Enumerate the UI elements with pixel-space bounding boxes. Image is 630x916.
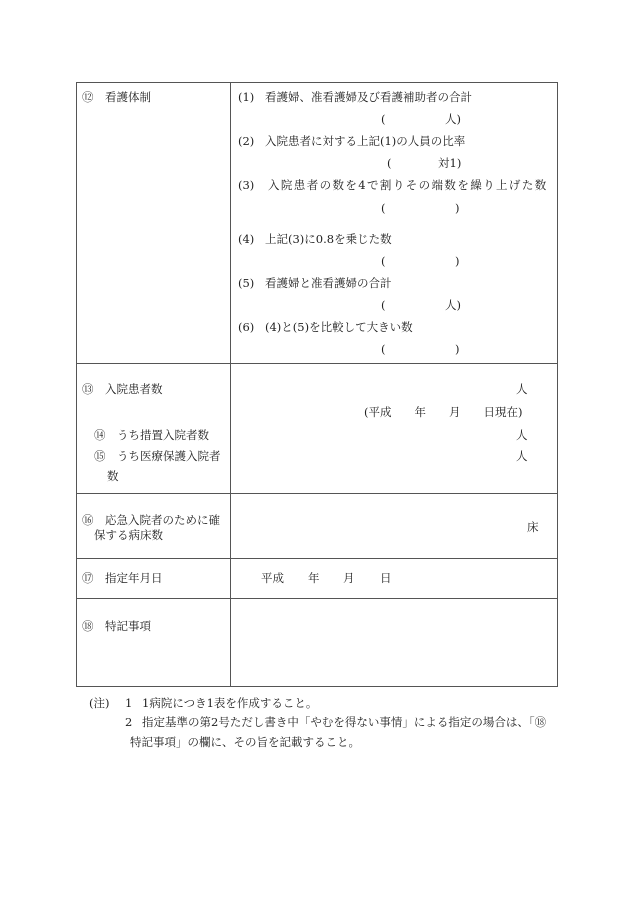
- emergency-beds-unit: 床: [527, 520, 539, 534]
- table-border-right: [557, 82, 558, 687]
- item-6-close-paren: ): [455, 342, 460, 356]
- item-2-text: 入院患者に対する上記(1)の人員の比率: [265, 134, 466, 148]
- designation-date-month: 月: [343, 571, 355, 585]
- item-1-unit: 人): [445, 112, 461, 126]
- item-6-open-paren: (: [381, 342, 386, 356]
- item-1-open-paren: (: [381, 112, 386, 126]
- item-3-text: 入院患者の数を4で割りその端数を繰り上げた数: [268, 178, 548, 192]
- designation-date-day: 日: [380, 571, 392, 585]
- inpatients-as-of-date: (平成 年 月 日現在): [364, 405, 523, 419]
- item-4-number: (4): [238, 232, 255, 246]
- item-3-open-paren: (: [381, 201, 386, 215]
- item-1-number: (1): [238, 90, 255, 104]
- footnote-2-text: 指定基準の第2号ただし書き中「やむを得ない事情」による指定の場合は、「⑱: [142, 715, 547, 729]
- nursing-system-label: ⑫ 看護体制: [82, 90, 151, 104]
- item-5-text: 看護婦と准看護婦の合計: [265, 276, 392, 290]
- footnote-prefix: (注): [89, 696, 110, 710]
- involuntary-admissions-label: ⑭ うち措置入院者数: [94, 428, 209, 442]
- item-6-text: (4)と(5)を比較して大きい数: [265, 320, 413, 334]
- table-border-top: [76, 82, 558, 83]
- item-5-open-paren: (: [381, 298, 386, 312]
- row-divider: [76, 493, 558, 494]
- emergency-beds-label-cont: 保する病床数: [94, 528, 163, 542]
- inpatients-unit: 人: [516, 382, 528, 396]
- item-2-number: (2): [238, 134, 255, 148]
- item-4-open-paren: (: [381, 254, 386, 268]
- row-divider: [76, 558, 558, 559]
- medical-protection-admissions-label-cont: 数: [107, 469, 119, 483]
- item-3-close-paren: ): [455, 201, 460, 215]
- footnote-2-number: 2: [125, 715, 133, 729]
- special-notes-label: ⑱ 特記事項: [82, 619, 151, 633]
- column-divider: [230, 82, 231, 687]
- row-divider: [76, 363, 558, 364]
- item-5-number: (5): [238, 276, 255, 290]
- table-border-left: [76, 82, 77, 687]
- table-border-bottom: [76, 686, 558, 687]
- footnote-1-number: 1: [125, 696, 133, 710]
- medical-protection-admissions-unit: 人: [516, 449, 528, 463]
- designation-date-label: ⑰ 指定年月日: [82, 571, 163, 585]
- item-2-open-paren: (: [387, 156, 392, 170]
- footnote-1-text: 1病院につき1表を作成すること。: [142, 696, 318, 710]
- designation-date-year: 年: [308, 571, 320, 585]
- item-2-unit: 対1): [438, 156, 462, 170]
- row-divider: [76, 598, 558, 599]
- designation-date-era: 平成: [261, 571, 284, 585]
- footnote-2-text-cont: 特記事項」の欄に、その旨を記載すること。: [130, 735, 360, 749]
- item-3-number: (3): [238, 178, 255, 192]
- medical-protection-admissions-label: ⑮ うち医療保護入院者: [94, 449, 221, 463]
- item-4-close-paren: ): [455, 254, 460, 268]
- involuntary-admissions-unit: 人: [516, 428, 528, 442]
- item-4-text: 上記(3)に0.8を乗じた数: [265, 232, 392, 246]
- inpatients-label: ⑬ 入院患者数: [82, 382, 163, 396]
- item-1-text: 看護婦、准看護婦及び看護補助者の合計: [265, 90, 472, 104]
- item-6-number: (6): [238, 320, 255, 334]
- emergency-beds-label: ⑯ 応急入院者のために確: [82, 513, 220, 527]
- item-5-unit: 人): [445, 298, 461, 312]
